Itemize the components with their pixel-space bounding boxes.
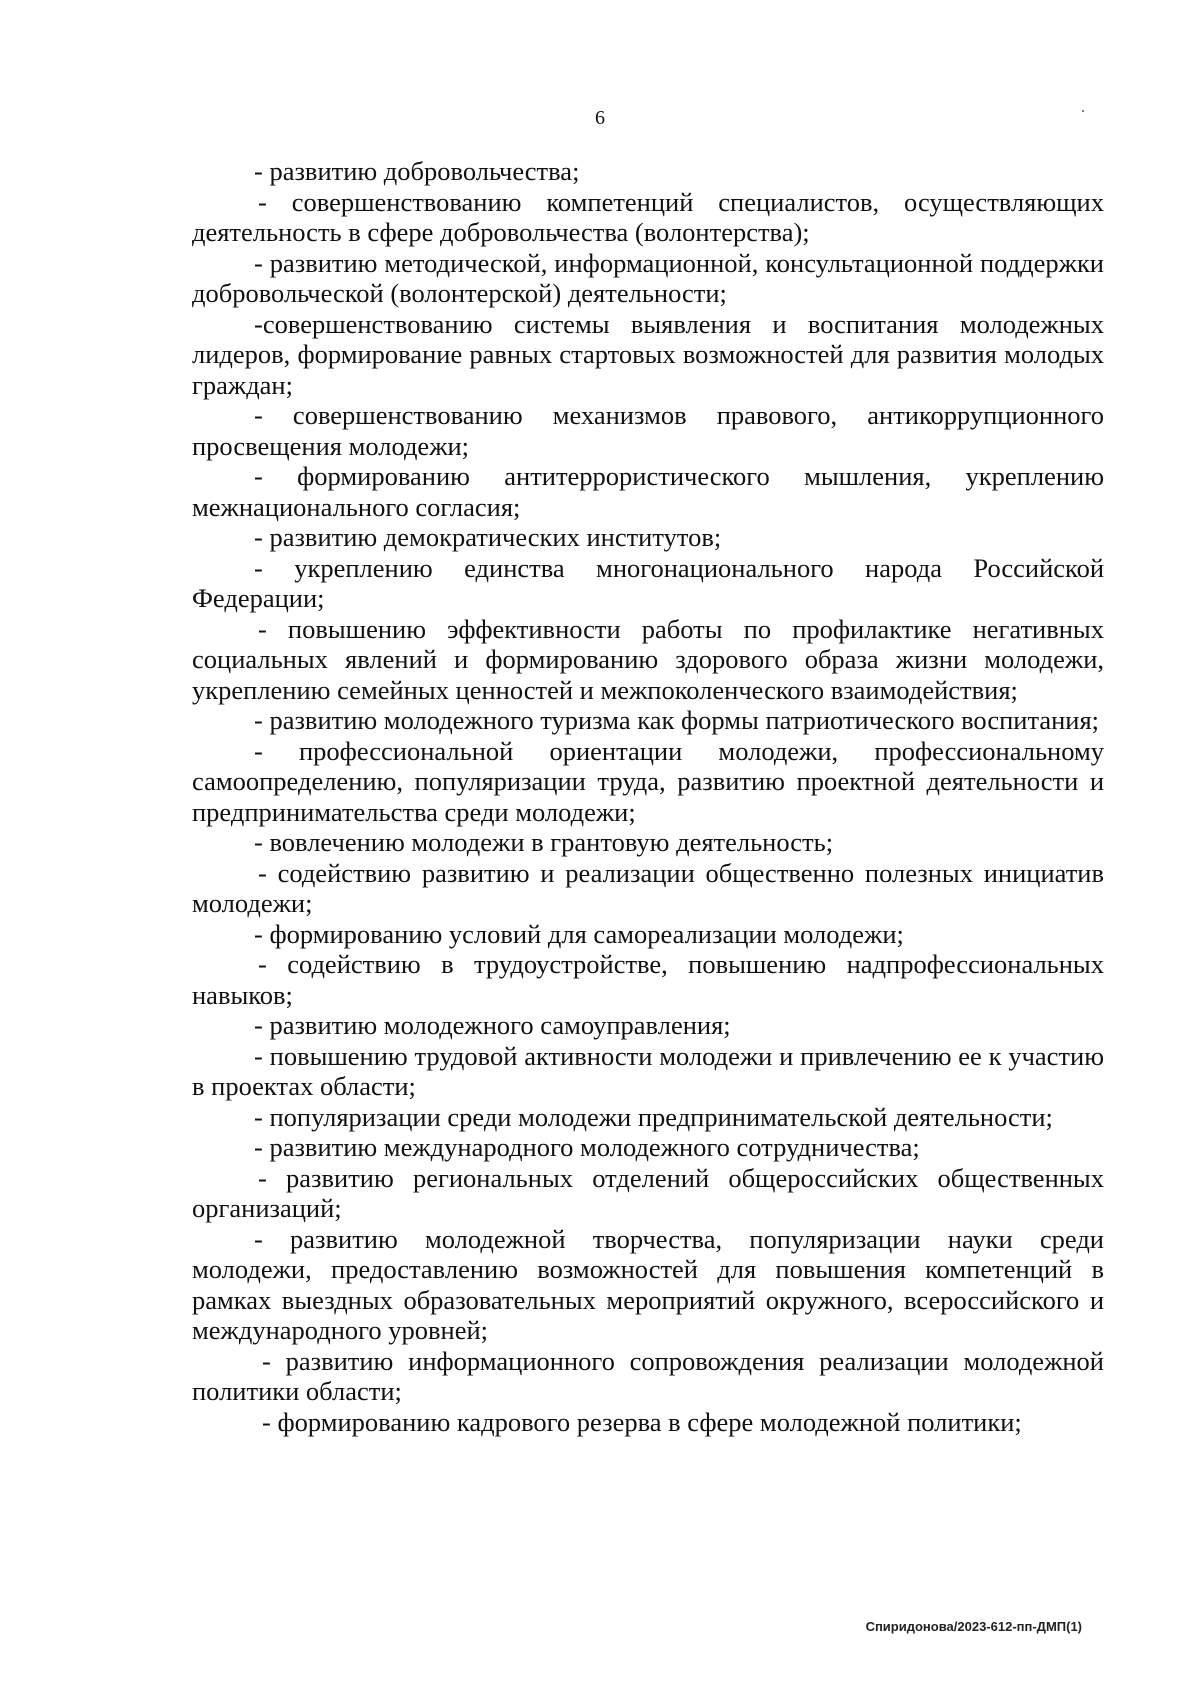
list-item: - развитию молодежного туризма как формы патриотического воспитания; — [254, 705, 1100, 735]
page-number: 6 — [595, 107, 605, 129]
list-item: - профессиональной ориентации молодежи, профессиональному самоопределению, популяризации труда, развитию проектной деятельности и предпринимательства среди молодежи; — [192, 735, 1104, 827]
list-item: - популяризации среди молодежи предпринимательской деятельности; — [254, 1101, 1053, 1132]
list-item: - повышению эффективности работы по профилактике негативных социальных явлений и формированию здорового образа жизни молодежи, укреплению семейных ценностей и межпоколенческого взаимодействия; — [192, 613, 1104, 705]
document-reference-footer: Спиридонова/2023-612-пп-ДМП(1) — [865, 1619, 1082, 1634]
list-item: - развитию информационного сопровождения реализации молодежной политики области; — [192, 1345, 1104, 1406]
list-item: - развитию молодежной творчества, популяризации науки среди молодежи, предоставлению возможностей для повышения компетенций в рамках выездных образовательных мероприятий окружного, всероссийского и международного уровней; — [192, 1223, 1104, 1345]
list-item: - совершенствованию механизмов правового, антикоррупционного просвещения молодежи; — [192, 400, 1104, 461]
list-item: - развитию молодежного самоуправления; — [254, 1010, 731, 1040]
list-item: - формированию кадрового резерва в сфере молодежной политики; — [262, 1406, 1022, 1437]
list-item: - развитию демократических институтов; — [254, 522, 722, 552]
scan-artifact-dot — [1082, 110, 1084, 112]
list-item: - содействию в трудоустройстве, повышению надпрофессиональных навыков; — [192, 949, 1104, 1010]
list-item: - формированию антитеррористического мышления, укреплению межнационального согласия; — [192, 461, 1104, 522]
list-item: - укреплению единства многонационального народа Российской Федерации; — [192, 552, 1104, 613]
list-item: - вовлечению молодежи в грантовую деятельность; — [254, 827, 834, 857]
list-item: - развитию методической, информационной, консультационной поддержки добровольческой (волонтерской) деятельности; — [192, 247, 1104, 308]
list-item: - повышению трудовой активности молодежи и привлечению ее к участию в проектах области; — [192, 1040, 1104, 1101]
list-item: -совершенствованию системы выявления и воспитания молодежных лидеров, формирование равных стартовых возможностей для развития молодых граждан; — [192, 308, 1104, 400]
list-item: - формированию условий для самореализации молодежи; — [254, 918, 904, 949]
list-item: - развитию международного молодежного сотрудничества; — [254, 1132, 920, 1162]
document-body — [192, 156, 1104, 1437]
list-item: - развитию добровольчества; — [254, 156, 580, 186]
list-item: - совершенствованию компетенций специалистов, осуществляющих деятельность в сфере добровольчества (волонтерства); — [192, 186, 1104, 247]
list-item: - содействию развитию и реализации общественно полезных инициатив молодежи; — [192, 857, 1104, 918]
list-item: - развитию региональных отделений общероссийских общественных организаций; — [192, 1162, 1104, 1223]
